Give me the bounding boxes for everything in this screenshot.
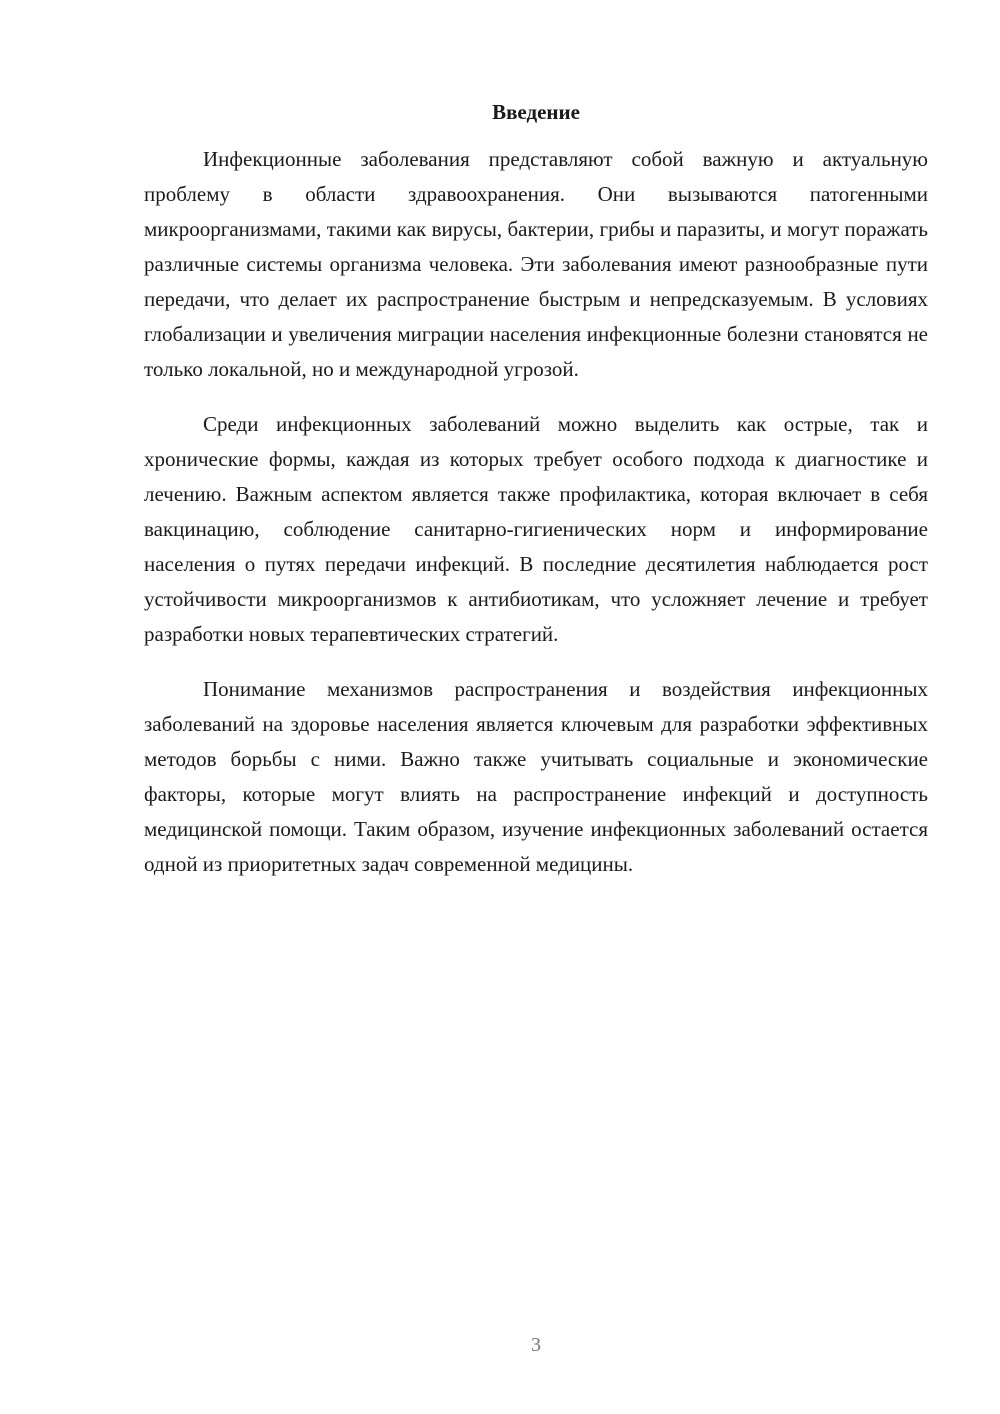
paragraph-3: Понимание механизмов распространения и воздействия инфекционных заболеваний на здоровье населения является ключевым для разработки эффективных методов борьбы с ними. Важно также учитывать социальные и экономические факторы, которые могут влиять на распространение инфекций и доступность медицинской помощи. Таким образом, изучение инфекционных заболеваний остается одной из приоритетных задач современной медицины. <box>144 677 928 876</box>
section-title: Введение <box>492 100 580 124</box>
paragraph-1: Инфекционные заболевания представляют собой важную и актуальную проблему в области здравоохранения. Они вызываются патогенными микроорганизмами, такими как вирусы, бактерии, грибы и паразиты, и могут поражать различные системы организма человека. Эти заболевания имеют разнообразные пути передачи, что делает их распространение быстрым и непредсказуемым. В условиях глобализации и увеличения миграции населения инфекционные болезни становятся не только локальной, но и международной угрозой. <box>144 147 928 381</box>
page-number: 3 <box>531 1334 541 1356</box>
document-body <box>144 95 928 902</box>
paragraph-2: Среди инфекционных заболеваний можно выделить как острые, так и хронические формы, каждая из которых требует особого подхода к диагностике и лечению. Важным аспектом является также профилактика, которая включает в себя вакцинацию, соблюдение санитарно-гигиенических норм и информирование населения о путях передачи инфекций. В последние десятилетия наблюдается рост устойчивости микроорганизмов к антибиотикам, что усложняет лечение и требует разработки новых терапевтических стратегий. <box>144 412 928 646</box>
